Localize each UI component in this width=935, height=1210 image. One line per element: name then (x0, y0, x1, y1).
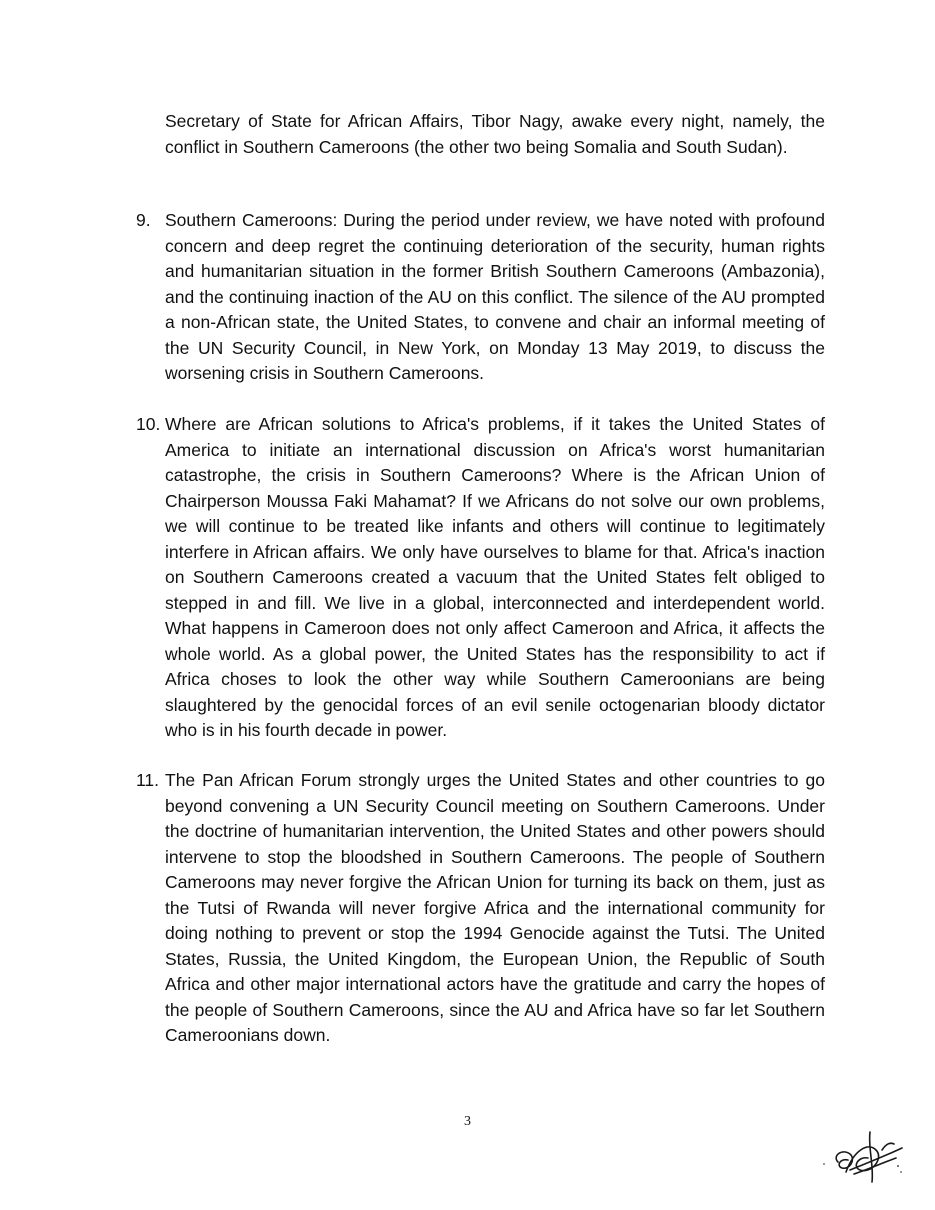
paragraph-9: Southern Cameroons: During the period under review, we have noted with profound concern and deep regret the continuing deterioration of the security, human rights and humanitarian situation in the former British Southern Cameroons (Ambazonia), and the continuing inaction of the AU on this conflict. The silence of the AU prompted a non-African state, the United States, to convene and chair an informal meeting of the UN Security Council, in New York, on Monday 13 May 2019, to discuss the worsening crisis in Southern Cameroons. (165, 210, 825, 383)
handwritten-signature-icon (810, 1120, 910, 1190)
paragraph-11: The Pan African Forum strongly urges the United States and other countries to go beyond convening a UN Security Council meeting on Southern Cameroons. Under the doctrine of humanitarian intervention, the United States and other powers should intervene to stop the bloodshed in Southern Cameroons. The people of Southern Cameroons may never forgive the African Union for turning its back on them, just as the Tutsi of Rwanda will never forgive Africa and the international community for doing nothing to prevent or stop the 1994 Genocide against the Tutsi. The United States, Russia, the United Kingdom, the European Union, the Republic of South Africa and other major international actors have the gratitude and carry the hopes of the people of Southern Cameroons, since the AU and Africa have so far let Southern Cameroonians down. (165, 770, 825, 1045)
paragraph-number-10: 10. (136, 414, 161, 434)
paragraph-number-9: 9. (136, 210, 151, 230)
paragraph-10: Where are African solutions to Africa's problems, if it takes the United States of America to initiate an international discussion on Africa's worst humanitarian catastrophe, the crisis in Southern Cameroons? Where is the African Union of Chairperson Moussa Faki Mahamat? If we Africans do not solve our own problems, we will continue to be treated like infants and others will continue to legitimately interfere in African affairs. We only have ourselves to blame for that. Africa's inaction on Southern Cameroons created a vacuum that the United States felt obliged to stepped in and fill. We live in a global, interconnected and interdependent world. What happens in Cameroon does not only affect Cameroon and Africa, it affects the whole world. As a global power, the United States has the responsibility to act if Africa choses to look the other way while Southern Cameroonians are being slaughtered by the genocidal forces of an evil senile octogenarian bloody dictator who is in his fourth decade in power. (165, 414, 825, 740)
page-number: 3 (464, 1114, 471, 1129)
continuation-paragraph: Secretary of State for African Affairs, Tibor Nagy, awake every night, namely, the conflict in Southern Cameroons (the other two being Somalia and South Sudan). (165, 111, 825, 157)
paragraph-number-11: 11. (136, 770, 160, 790)
